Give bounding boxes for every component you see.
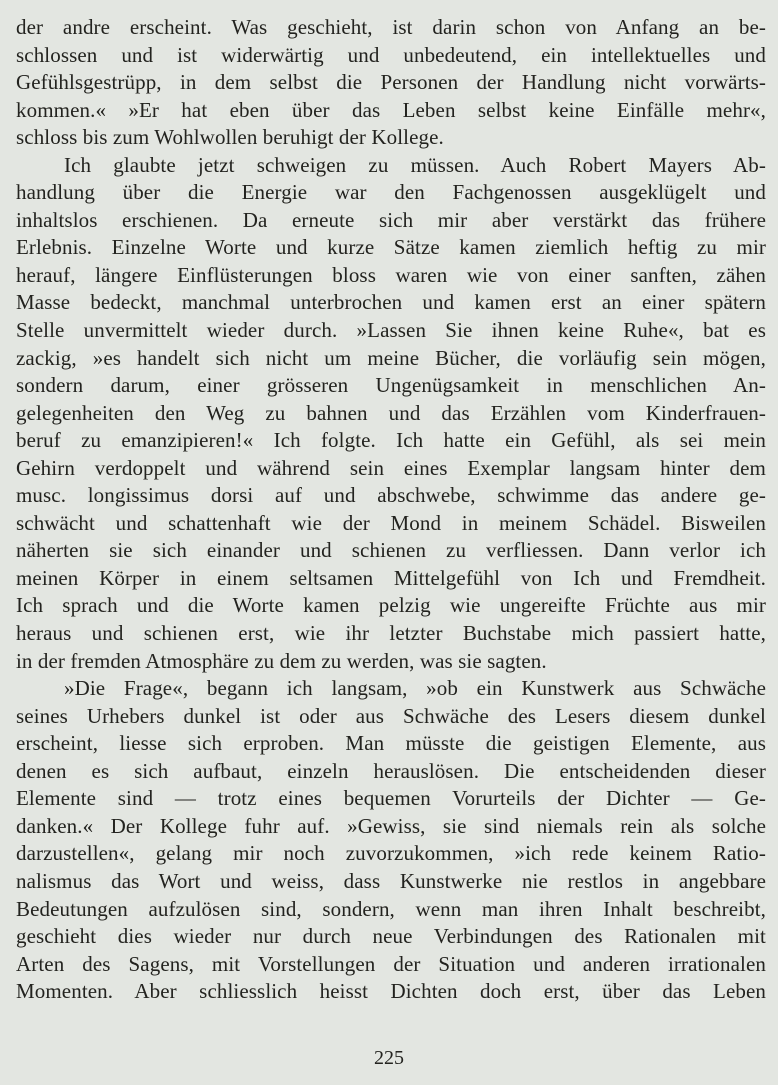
text-line: Momenten. Aber schliesslich heisst Dichten doch erst, über das Leben	[16, 979, 766, 1004]
text-line: erscheint, liesse sich erproben. Man müsste die geistigen Elemente, aus	[16, 731, 766, 756]
text-line: beruf zu emanzipieren!« Ich folgte. Ich hatte ein Gefühl, als sei mein	[16, 428, 766, 453]
text-line: zackig, »es handelt sich nicht um meine Bücher, die vorläufig sein mögen,	[16, 345, 766, 370]
text-line: danken.« Der Kollege fuhr auf. »Gewiss, sie sind niemals rein als solche	[16, 813, 766, 838]
text-line: darzustellen«, gelang mir noch zuvorzukommen, »ich rede keinem Ratio-	[16, 841, 766, 866]
text-line: seines Urhebers dunkel ist oder aus Schwäche des Lesers diesem dunkel	[16, 703, 766, 728]
text-line: Bedeutungen aufzulösen sind, sondern, wenn man ihren Inhalt beschreibt,	[16, 896, 766, 921]
text-line: kommen.« »Er hat eben über das Leben selbst keine Einfälle mehr«,	[16, 97, 766, 122]
text-line: inhaltslos erschienen. Da erneute sich mir aber verstärkt das frühere	[16, 207, 766, 232]
text-line: geschieht dies wieder nur durch neue Verbindungen des Rationalen mit	[16, 924, 766, 949]
text-line: schwächt und schattenhaft wie der Mond in meinem Schädel. Bisweilen	[16, 510, 766, 535]
text-line: Ich glaubte jetzt schweigen zu müssen. Auch Robert Mayers Ab-	[64, 152, 766, 177]
text-line: in der fremden Atmosphäre zu dem zu werden, was sie sagten.	[16, 648, 547, 673]
text-line: der andre erscheint. Was geschieht, ist darin schon von Anfang an be-	[16, 15, 766, 39]
text-line: Elemente sind — trotz eines bequemen Vorurteils der Dichter — Ge-	[16, 786, 766, 811]
text-line: schloss bis zum Wohlwollen beruhigt der Kollege.	[16, 125, 444, 150]
text-line: »Die Frage«, begann ich langsam, »ob ein Kunstwerk aus Schwäche	[64, 676, 766, 701]
body-text	[16, 14, 766, 1006]
text-line: Gehirn verdoppelt und während sein eines Exemplar langsam hinter dem	[16, 455, 766, 480]
text-line: nalismus das Wort und weiss, dass Kunstwerke nie restlos in angebbare	[16, 868, 766, 893]
text-line: Masse bedeckt, manchmal unterbrochen und kamen erst an einer spätern	[16, 290, 766, 315]
text-line: handlung über die Energie war den Fachgenossen ausgeklügelt und	[16, 180, 766, 205]
text-line: näherten sie sich einander und schienen zu verfliessen. Dann verlor ich	[16, 538, 766, 563]
text-line: heraus und schienen erst, wie ihr letzter Buchstabe mich passiert hatte,	[16, 621, 766, 646]
text-line: schlossen und ist widerwärtig und unbedeutend, ein intellektuelles und	[16, 42, 766, 67]
text-line: Ich sprach und die Worte kamen pelzig wie ungereifte Früchte aus mir	[16, 593, 766, 618]
text-line: meinen Körper in einem seltsamen Mittelgefühl von Ich und Fremdheit.	[16, 565, 766, 590]
text-line: Erlebnis. Einzelne Worte und kurze Sätze kamen ziemlich heftig zu mir	[16, 235, 766, 260]
text-line: Gefühlsgestrüpp, in dem selbst die Personen der Handlung nicht vorwärts-	[16, 70, 766, 95]
text-line: gelegenheiten den Weg zu bahnen und das Erzählen vom Kinderfrauen-	[16, 400, 766, 425]
text-line: Arten des Sagens, mit Vorstellungen der Situation und anderen irrationalen	[16, 951, 766, 976]
text-line: sondern darum, einer grösseren Ungenügsamkeit in menschlichen An-	[16, 373, 766, 398]
text-line: herauf, längere Einflüsterungen bloss waren wie von einer sanften, zähen	[16, 262, 766, 287]
page-number: 225	[374, 1047, 404, 1069]
text-line: musc. longissimus dorsi auf und abschwebe, schwimme das andere ge-	[16, 483, 766, 508]
text-line: Stelle unvermittelt wieder durch. »Lassen Sie ihnen keine Ruhe«, bat es	[16, 318, 766, 343]
text-line: denen es sich aufbaut, einzeln herauslösen. Die entscheidenden dieser	[16, 758, 766, 783]
